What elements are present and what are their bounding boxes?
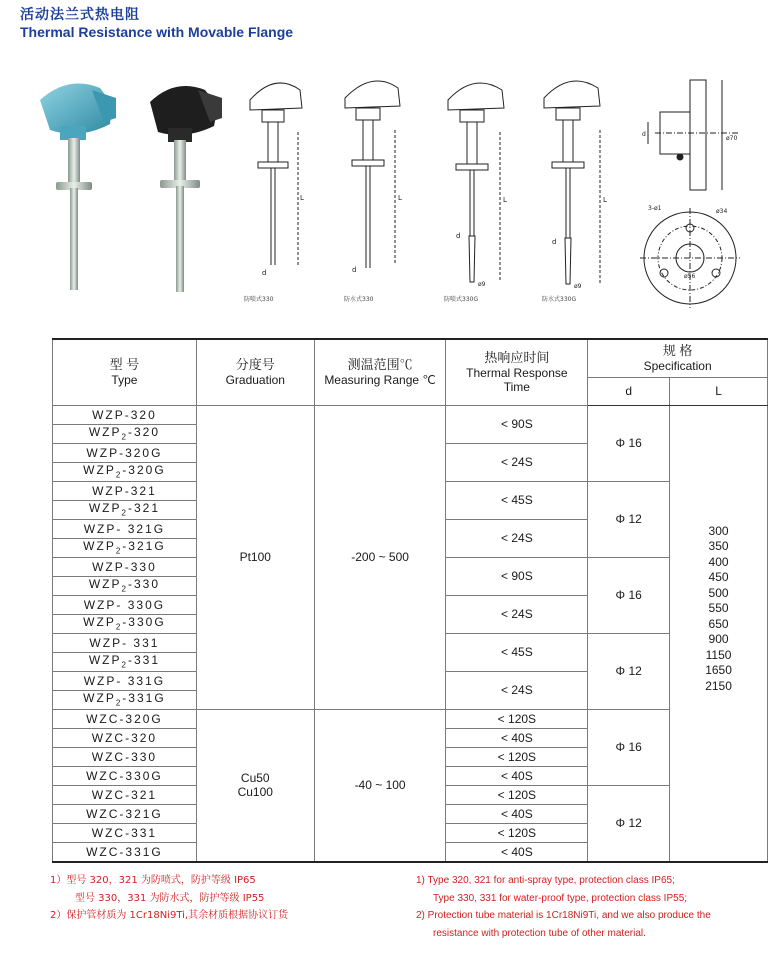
length-value: 450 xyxy=(708,570,729,584)
length-value: 400 xyxy=(708,554,729,569)
drawing-330G-b xyxy=(544,81,607,290)
length-L-values xyxy=(670,405,768,862)
type-cell: WZC-321G xyxy=(53,804,197,823)
graduation-cu: Cu50 Cu100 xyxy=(196,709,314,862)
response-time: < 120S xyxy=(446,785,588,804)
header-graduation: 分度号 Graduation xyxy=(196,339,314,405)
table-row xyxy=(53,405,768,424)
title-english: Thermal Resistance with Movable Flange xyxy=(20,24,294,40)
diameter-d: Φ 16 xyxy=(588,557,670,633)
caption-3: 防喷式330G xyxy=(444,296,479,303)
svg-text:ø70: ø70 xyxy=(726,135,738,142)
type-cell: WZP- 330G xyxy=(53,595,197,614)
svg-text:d: d xyxy=(352,266,357,274)
type-cell: WZP-330 xyxy=(53,557,197,576)
header-L: L xyxy=(670,377,768,405)
svg-text:d: d xyxy=(262,269,267,277)
svg-text:L: L xyxy=(398,194,402,202)
svg-text:ø56: ø56 xyxy=(684,273,696,280)
note-en-4: resistance with protection tube of other material. xyxy=(433,927,646,939)
svg-text:ø9: ø9 xyxy=(574,283,582,290)
diameter-d: Φ 12 xyxy=(588,785,670,862)
response-time: < 45S xyxy=(446,633,588,671)
graduation-pt100: Pt100 xyxy=(196,405,314,709)
drawing-330G xyxy=(448,83,507,288)
type-cell: WZC-330 xyxy=(53,747,197,766)
length-value: 2150 xyxy=(705,678,732,693)
label-L: L xyxy=(300,194,304,202)
length-value: 550 xyxy=(708,601,729,615)
diameter-d: Φ 12 xyxy=(588,633,670,709)
type-cell: WZC-331G xyxy=(53,842,197,862)
notes-chinese xyxy=(50,872,288,925)
type-cell: WZC-330G xyxy=(53,766,197,785)
length-value: 900 xyxy=(708,632,729,646)
type-cell: WZP-320 xyxy=(53,405,197,424)
length-value: 650 xyxy=(708,616,729,631)
diameter-d: Φ 16 xyxy=(588,709,670,785)
svg-text:d: d xyxy=(642,131,646,138)
svg-text:ø9: ø9 xyxy=(478,281,486,288)
response-time: < 120S xyxy=(446,823,588,842)
length-value: 300 xyxy=(708,523,729,538)
flange-front-view xyxy=(640,205,740,308)
header-response-time: 热响应时间 Thermal Response Time xyxy=(446,339,588,405)
svg-text:3-ø1: 3-ø1 xyxy=(648,205,662,212)
caption-1: 防喷式330 xyxy=(244,296,274,303)
header-d: d xyxy=(588,377,670,405)
drawing-330-b xyxy=(345,81,402,274)
length-value: 350 xyxy=(708,539,729,553)
response-time: < 24S xyxy=(446,519,588,557)
note-en-3: 2) Protection tube material is 1Cr18Ni9Ti, and we also produce the xyxy=(416,910,711,922)
note-en-2: Type 330, 331 for water-proof type, protection class IP55; xyxy=(433,892,688,904)
photo-black-head-sensor xyxy=(150,86,222,292)
table-body xyxy=(53,405,768,862)
diameter-d: Φ 16 xyxy=(588,405,670,481)
svg-text:d: d xyxy=(456,232,461,240)
type-cell: $WZP_2-320G$ xyxy=(53,462,197,481)
svg-text:L: L xyxy=(503,196,507,204)
specification-table xyxy=(52,338,768,863)
caption-2: 防水式330 xyxy=(344,296,374,303)
response-time: < 120S xyxy=(446,709,588,728)
note-cn-2: 型号 330，331 为防水式，防护等级 IP55 xyxy=(75,892,265,904)
response-time: < 90S xyxy=(446,405,588,443)
response-time: < 24S xyxy=(446,443,588,481)
note-en-1: 1) Type 320, 321 for anti-spray type, protection class IP65; xyxy=(416,875,675,886)
type-cell: WZP- 331G xyxy=(53,671,197,690)
response-time: < 45S xyxy=(446,481,588,519)
svg-text:d: d xyxy=(552,238,557,246)
drawing-330 xyxy=(250,83,304,277)
svg-text:ø34: ø34 xyxy=(716,208,728,215)
diameter-d: Φ 12 xyxy=(588,481,670,557)
type-cell: $WZP_2-331G$ xyxy=(53,690,197,709)
header-type: 型 号 Type xyxy=(53,339,197,405)
type-cell: WZP- 321G xyxy=(53,519,197,538)
type-cell: $WZP_2-330G$ xyxy=(53,614,197,633)
response-time: < 24S xyxy=(446,595,588,633)
note-cn-1: 1）型号 320，321 为防喷式，防护等级 IP65 xyxy=(50,875,256,886)
flange-side-view xyxy=(642,80,740,190)
type-cell: WZC-320G xyxy=(53,709,197,728)
note-cn-3: 2）保护管材质为 1Cr18Ni9Ti,其余材质根据协议订货 xyxy=(50,910,289,922)
type-cell: $WZP_2-321G$ xyxy=(53,538,197,557)
svg-text:L: L xyxy=(603,196,607,204)
type-cell: WZP-321 xyxy=(53,481,197,500)
type-cell: $WZP_2-321$ xyxy=(53,500,197,519)
type-cell: $WZP_2-330$ xyxy=(53,576,197,595)
caption-4: 防水式330G xyxy=(542,296,577,303)
response-time: < 24S xyxy=(446,671,588,709)
response-time: < 90S xyxy=(446,557,588,595)
type-cell: WZP- 331 xyxy=(53,633,197,652)
length-value: 1150 xyxy=(705,647,732,662)
response-time: < 40S xyxy=(446,766,588,785)
response-time: < 120S xyxy=(446,747,588,766)
type-cell: WZC-320 xyxy=(53,728,197,747)
type-cell: $WZP_2-320$ xyxy=(53,424,197,443)
type-cell: $WZP_2-331$ xyxy=(53,652,197,671)
header-specification: 规 格 Specification xyxy=(588,339,768,377)
length-value: 500 xyxy=(708,585,729,600)
response-time: < 40S xyxy=(446,842,588,862)
product-figures xyxy=(0,60,781,320)
range-pt100: -200 ~ 500 xyxy=(314,405,446,709)
type-cell: WZC-331 xyxy=(53,823,197,842)
length-value: 1650 xyxy=(705,663,732,677)
title-chinese: 活动法兰式热电阻 xyxy=(20,7,140,23)
header-measuring-range: 测温范围℃ Measuring Range ℃ xyxy=(314,339,446,405)
photo-blue-head-sensor xyxy=(40,84,116,290)
table-row xyxy=(53,709,768,728)
response-time: < 40S xyxy=(446,804,588,823)
response-time: < 40S xyxy=(446,728,588,747)
type-cell: WZP-320G xyxy=(53,443,197,462)
type-cell: WZC-321 xyxy=(53,785,197,804)
range-cu: -40 ~ 100 xyxy=(314,709,446,862)
notes-english xyxy=(416,872,711,942)
